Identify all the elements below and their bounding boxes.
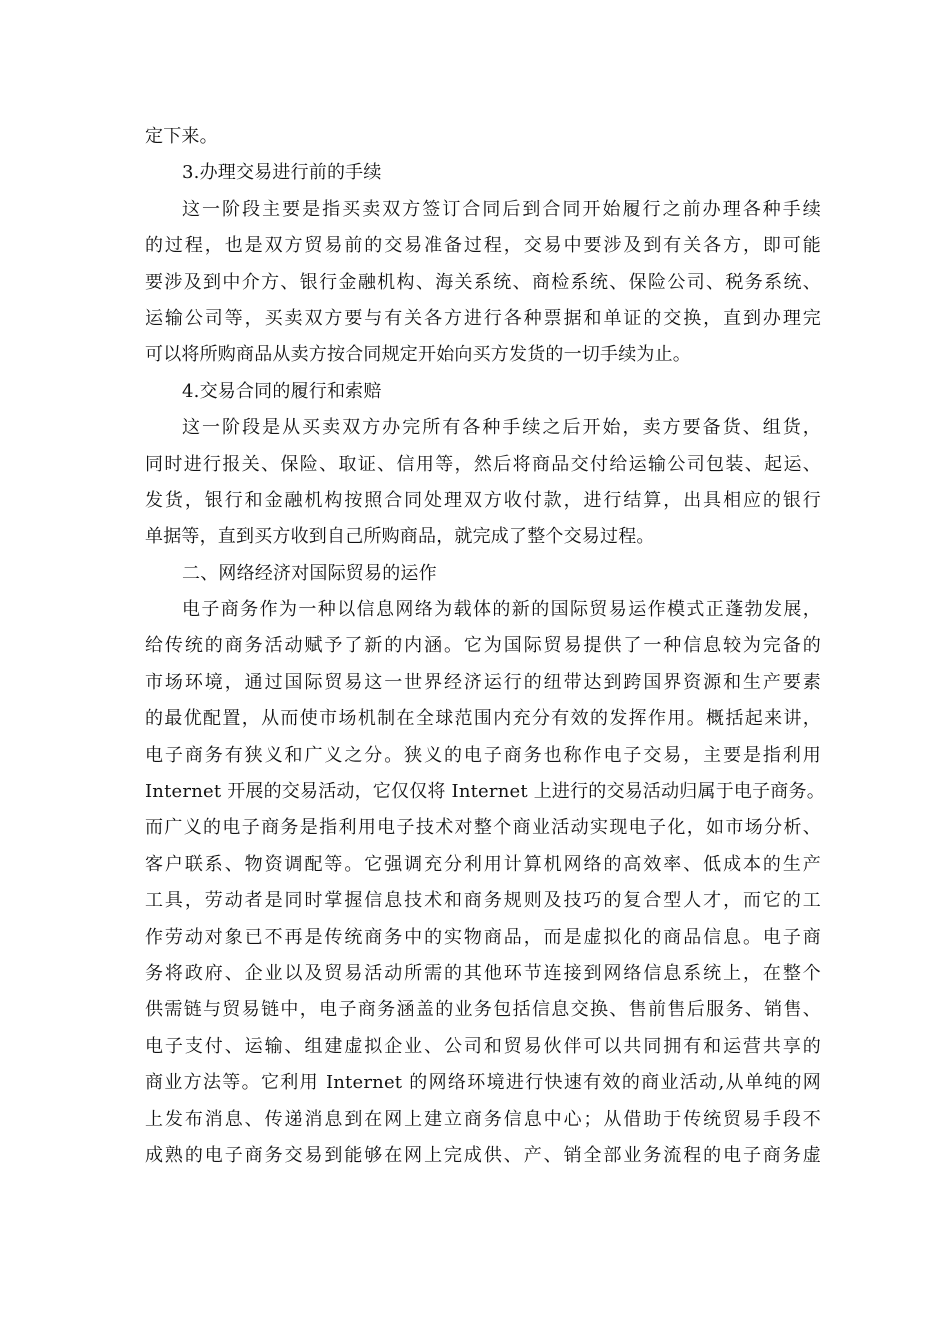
paragraph-line: 成熟的电子商务交易到能够在网上完成供、产、销全部业务流程的电子商务虚 (145, 1144, 821, 1166)
paragraph-line: 工具，劳动者是同时掌握信息技术和商务规则及技巧的复合型人才，而它的工 (145, 890, 821, 912)
section-heading: 二、网络经济对国际贸易的运作 (182, 562, 437, 584)
paragraph-line: 发货，银行和金融机构按照合同处理双方收付款，进行结算，出具相应的银行 (145, 489, 821, 511)
paragraph-line: 电子商务有狭义和广义之分。狭义的电子商务也称作电子交易，主要是指利用 (145, 744, 821, 766)
paragraph-line: 同时进行报关、保险、取证、信用等，然后将商品交付给运输公司包装、起运、 (145, 453, 821, 475)
section-heading: 4.交易合同的履行和索赔 (182, 380, 382, 402)
paragraph-line: 的最优配置，从而使市场机制在全球范围内充分有效的发挥作用。概括起来讲， (145, 708, 821, 730)
paragraph-line: 运输公司等，买卖双方要与有关各方进行各种票据和单证的交换，直到办理完 (145, 307, 821, 329)
paragraph-line: 电子商务作为一种以信息网络为载体的新的国际贸易运作模式正蓬勃发展， (182, 599, 821, 621)
paragraph-line: 单据等，直到买方收到自己所购商品，就完成了整个交易过程。 (145, 526, 655, 548)
paragraph-line: 要涉及到中介方、银行金融机构、海关系统、商检系统、保险公司、税务系统、 (145, 271, 821, 293)
paragraph-line: 而广义的电子商务是指利用电子技术对整个商业活动实现电子化，如市场分析、 (145, 817, 821, 839)
paragraph-line: 市场环境，通过国际贸易这一世界经济运行的纽带达到跨国界资源和生产要素 (145, 671, 821, 693)
paragraph-line: 这一阶段主要是指买卖双方签订合同后到合同开始履行之前办理各种手续 (182, 198, 821, 220)
paragraph-line: 供需链与贸易链中，电子商务涵盖的业务包括信息交换、售前售后服务、销售、 (145, 999, 821, 1021)
paragraph-line: 务将政府、企业以及贸易活动所需的其他环节连接到网络信息系统上，在整个 (145, 962, 821, 984)
section-heading: 3.办理交易进行前的手续 (182, 162, 382, 184)
paragraph-line: 给传统的商务活动赋予了新的内涵。它为国际贸易提供了一种信息较为完备的 (145, 635, 821, 657)
body-text (145, 119, 825, 1174)
paragraph-line: 定下来。 (145, 126, 218, 147)
paragraph-line: 客户联系、物资调配等。它强调充分利用计算机网络的高效率、低成本的生产 (145, 853, 821, 875)
paragraph-line: 这一阶段是从买卖双方办完所有各种手续之后开始，卖方要备货、组货， (182, 417, 821, 439)
paragraph-line: Internet 开展的交易活动，它仅仅将 Internet 上进行的交易活动归属于电子商务。 (145, 781, 825, 803)
paragraph-line: 的过程，也是双方贸易前的交易准备过程，交易中要涉及到有关各方，即可能 (145, 235, 821, 257)
paragraph-line: 可以将所购商品从卖方按合同规定开始向买方发货的一切手续为止。 (145, 344, 691, 366)
paragraph-line: 作劳动对象已不再是传统商务中的实物商品，而是虚拟化的商品信息。电子商 (145, 926, 821, 948)
paragraph-line: 商业方法等。它利用 Internet 的网络环境进行快速有效的商业活动,从单纯的网 (145, 1072, 821, 1094)
paragraph-line: 电子支付、运输、组建虚拟企业、公司和贸易伙伴可以共同拥有和运营共享的 (145, 1035, 821, 1057)
paragraph-line: 上发布消息、传递消息到在网上建立商务信息中心；从借助于传统贸易手段不 (145, 1108, 821, 1130)
